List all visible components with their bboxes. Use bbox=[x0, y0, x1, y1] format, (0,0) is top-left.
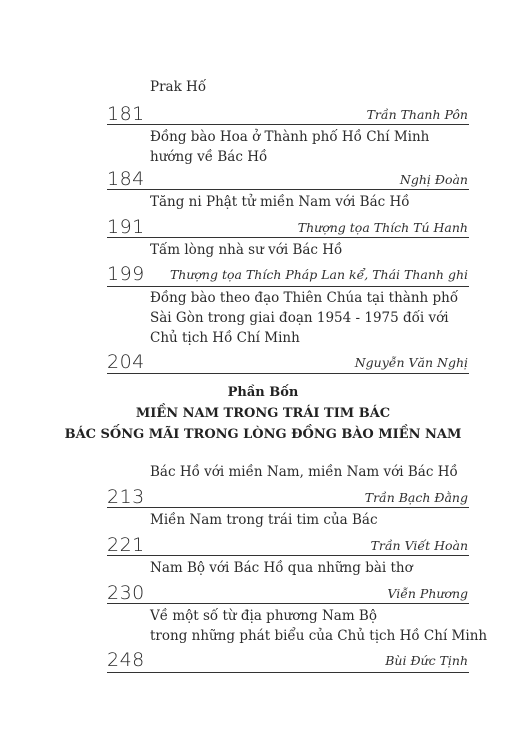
entry-title-line: Về một số từ địa phương Nam Bộ bbox=[150, 608, 377, 624]
entry-title-line: Prak Hố bbox=[150, 79, 207, 95]
entry-author: Trần Thanh Pôn bbox=[366, 107, 468, 122]
entry-rule bbox=[107, 555, 469, 556]
entry-author: Thượng tọa Thích Tú Hanh bbox=[297, 220, 468, 235]
entry-page-number: 191 bbox=[107, 216, 145, 238]
entry-title-line: Nam Bộ với Bác Hồ qua những bài thơ bbox=[150, 560, 413, 576]
entry-rule bbox=[107, 507, 469, 508]
entry-author: Nguyễn Văn Nghị bbox=[354, 355, 468, 370]
entry-title-line: Tấm lòng nhà sư với Bác Hồ bbox=[150, 242, 343, 258]
entry-page-number: 184 bbox=[107, 168, 145, 190]
entry-rule bbox=[107, 603, 469, 604]
entry-page-number: 181 bbox=[107, 103, 145, 125]
entry-page-number: 248 bbox=[107, 649, 145, 671]
entry-title-line: Bác Hồ với miền Nam, miền Nam với Bác Hồ bbox=[150, 464, 458, 480]
entry-page-number: 204 bbox=[107, 351, 145, 373]
entry-page-number: 199 bbox=[107, 263, 145, 285]
entry-author: Trần Bạch Đằng bbox=[364, 490, 468, 505]
entry-author: Viễn Phương bbox=[387, 586, 468, 601]
entry-author: Thượng tọa Thích Pháp Lan kể, Thái Thanh ghi bbox=[169, 267, 468, 282]
entry-rule bbox=[107, 286, 469, 287]
part-title-line-1: MIỀN NAM TRONG TRÁI TIM BÁC bbox=[135, 406, 391, 421]
entry-title-line: trong những phát biểu của Chủ tịch Hồ Chí Minh bbox=[150, 628, 488, 644]
entry-rule bbox=[107, 237, 469, 238]
entry-page-number: 213 bbox=[107, 486, 145, 508]
part-title-line-2: BÁC SỐNG MÃI TRONG LÒNG ĐỒNG BÀO MIỀN NAM bbox=[64, 427, 462, 442]
entry-rule bbox=[107, 373, 469, 374]
entry-author: Bùi Đức Tịnh bbox=[385, 653, 468, 668]
entry-rule bbox=[107, 189, 469, 190]
entry-title-line: Chủ tịch Hồ Chí Minh bbox=[150, 330, 300, 346]
entry-title-line: Sài Gòn trong giai đoạn 1954 - 1975 đối với bbox=[150, 310, 449, 326]
entry-page-number: 230 bbox=[107, 582, 145, 604]
entry-author: Trần Viết Hoàn bbox=[370, 538, 468, 553]
entry-title-line: Đồng bào theo đạo Thiên Chúa tại thành phố bbox=[150, 290, 459, 306]
entry-author: Nghị Đoàn bbox=[399, 172, 468, 187]
entry-rule bbox=[107, 672, 469, 673]
entry-title-line: Miền Nam trong trái tim của Bác bbox=[150, 512, 378, 528]
entry-title-line: hướng về Bác Hồ bbox=[150, 149, 268, 165]
part-label: Phần Bốn bbox=[227, 385, 299, 400]
entry-page-number: 221 bbox=[107, 534, 145, 556]
entry-title-line: Đồng bào Hoa ở Thành phố Hồ Chí Minh bbox=[150, 129, 430, 145]
entry-rule bbox=[107, 124, 469, 125]
entry-title-line: Tăng ni Phật tử miền Nam với Bác Hồ bbox=[150, 194, 410, 210]
